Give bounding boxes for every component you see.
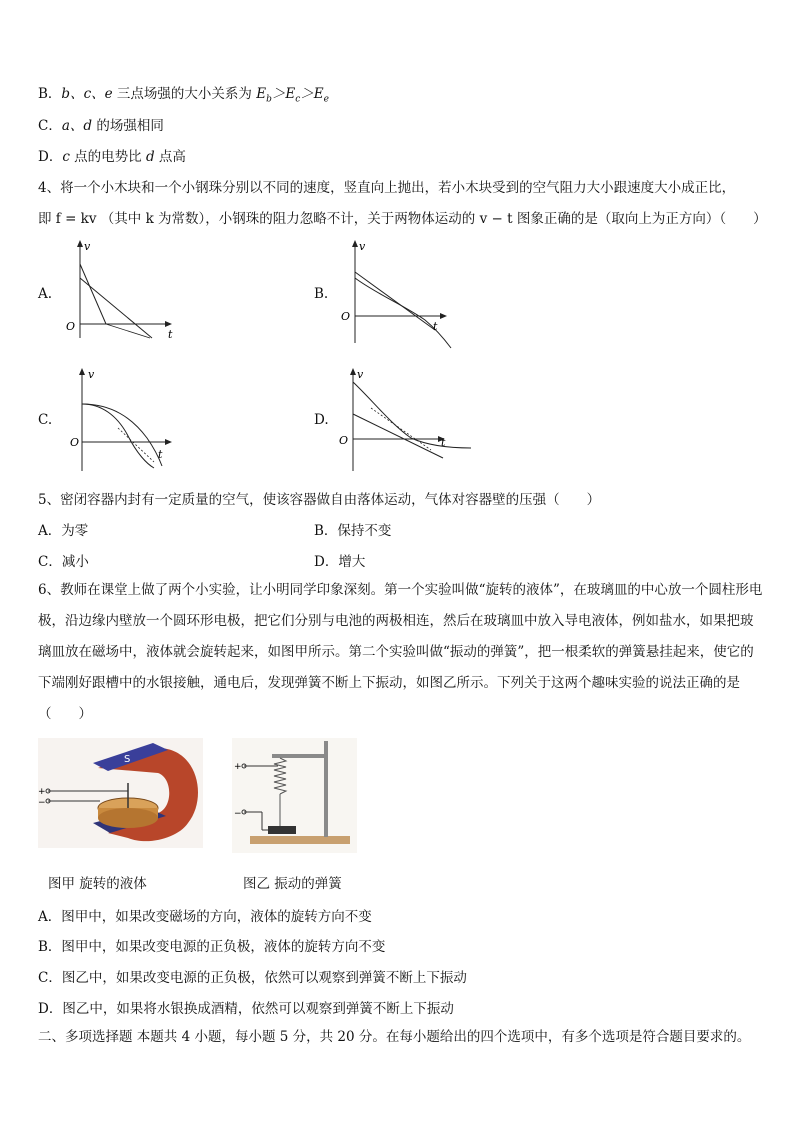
wood-block-curve — [353, 382, 471, 448]
q5-option-b: B．保持不变 — [314, 523, 392, 539]
axis-t-label: t — [158, 448, 163, 461]
axis-v-label: v — [359, 240, 366, 253]
fig1-caption: 图甲 旋转的液体 — [48, 876, 147, 892]
q4-option-d-label: D. — [314, 412, 329, 428]
q5-option-c: C．减小 — [38, 554, 89, 570]
point-letter: d — [145, 149, 155, 165]
minus-terminal-label: − — [234, 809, 242, 819]
q6-option-a: A．图甲中，如果改变磁场的方向，液体的旋转方向不变 — [38, 909, 372, 925]
steel-ball-line — [355, 272, 435, 330]
q6-option-c: C．图乙中，如果改变电源的正负极，依然可以观察到弹簧不断上下振动 — [38, 970, 467, 986]
option-label: B． — [38, 86, 62, 102]
option-text: 的场强相同 — [92, 118, 164, 134]
wood-block-curve — [355, 278, 451, 348]
q5-option-a: A．为零 — [38, 523, 89, 539]
q4-stem-line1: 4、将一个小木块和一个小钢珠分别以不同的速度，竖直向上抛出，若小木块受到的空气阻力大小跟速度大小成正比， — [38, 180, 736, 196]
q6-option-d: D．图乙中，如果将水银换成酒精，依然可以观察到弹簧不断上下振动 — [38, 1001, 454, 1017]
axis-t-label: t — [441, 436, 446, 449]
axis-v-label: v — [357, 368, 364, 381]
section2-heading: 二、多项选择题 本题共 4 小题，每小题 5 分，共 20 分。在每小题给出的四个选项中，有多个选项是符合题目要求的。 — [38, 1029, 751, 1045]
point-letters: b、c、e — [61, 86, 113, 102]
option-text: 三点场强的大小关系为 — [112, 86, 257, 102]
mercury-trough — [268, 826, 296, 834]
q4-graph-b — [335, 238, 465, 357]
figure-rotating-liquid — [38, 738, 203, 852]
origin-label: O — [341, 310, 351, 323]
plus-terminal-label: + — [38, 787, 46, 797]
base-board — [250, 836, 350, 844]
fig2-caption: 图乙 振动的弹簧 — [243, 876, 342, 892]
origin-label: O — [339, 434, 349, 447]
wood-block-curve — [82, 404, 162, 466]
figure-vibrating-spring — [232, 738, 357, 857]
q4-option-c-label: C. — [38, 412, 53, 428]
axis-t-label: t — [168, 328, 173, 341]
axis-v-label: v — [88, 368, 95, 381]
axis-v-label: v — [84, 240, 91, 253]
axis-t-label: t — [433, 320, 438, 333]
q4-stem-line2: 即 f = kv （其中 k 为常数），小钢珠的阻力忽略不计，关于两物体运动的 v − t 图象正确的是（取向上为正方向）（ ） — [38, 211, 767, 227]
option-text: 点的电势比 — [69, 149, 146, 165]
field-relation: $E_b>E_c>E_e$ — [256, 86, 329, 105]
minus-terminal-label: − — [38, 798, 46, 808]
q4-graph-d — [333, 366, 483, 480]
q6-stem: 6、教师在课堂上做了两个小实验，让小明同学印象深刻。第一个实验叫做“旋转的液体”，在玻璃皿的中心放一个圆柱形电极，沿边缘内壁放一个圆环形电极，把它们分别与电池的两极相连，然后在玻璃皿中放入导电液体，例如盐水，如果把玻璃皿放在磁场中，液体就会旋转起来，如图甲所示。第二个实验叫做“振动的弹簧”，把一根柔软的弹簧悬挂起来，使它的下端刚好跟槽中的水银接触，通电后，发现弹簧不断上下振动，如图乙所示。下列关于这两个趣味实验的说法正确的是（ ） — [38, 582, 763, 722]
origin-label: O — [70, 436, 80, 449]
wood-block-line — [80, 278, 152, 338]
q4-graph-c — [62, 366, 182, 480]
q3-option-b — [38, 82, 329, 105]
magnet-s-label: S — [124, 754, 131, 765]
option-label: C． — [38, 118, 62, 134]
steel-ball-curve — [82, 404, 154, 468]
origin-label: O — [66, 320, 76, 333]
q3-option-d — [38, 145, 186, 165]
point-letter: c — [62, 149, 70, 165]
q4-option-b-label: B. — [314, 286, 329, 302]
q5-stem: 5、密闭容器内封有一定质量的空气，使该容器做自由落体运动，气体对容器壁的压强（ ） — [38, 492, 601, 508]
q6-option-b: B．图甲中，如果改变电源的正负极，液体的旋转方向不变 — [38, 939, 386, 955]
point-letters: a、d — [61, 118, 93, 134]
option-text: 点高 — [154, 149, 186, 165]
q5-option-d: D．增大 — [314, 554, 366, 570]
q4-graph-a — [60, 238, 180, 352]
q3-option-c — [38, 114, 164, 134]
q4-option-a-label: A. — [38, 286, 53, 302]
steel-ball-line — [80, 264, 106, 324]
plus-terminal-label: + — [234, 762, 242, 772]
option-label: D． — [38, 149, 63, 165]
steel-ball-line — [353, 414, 443, 458]
